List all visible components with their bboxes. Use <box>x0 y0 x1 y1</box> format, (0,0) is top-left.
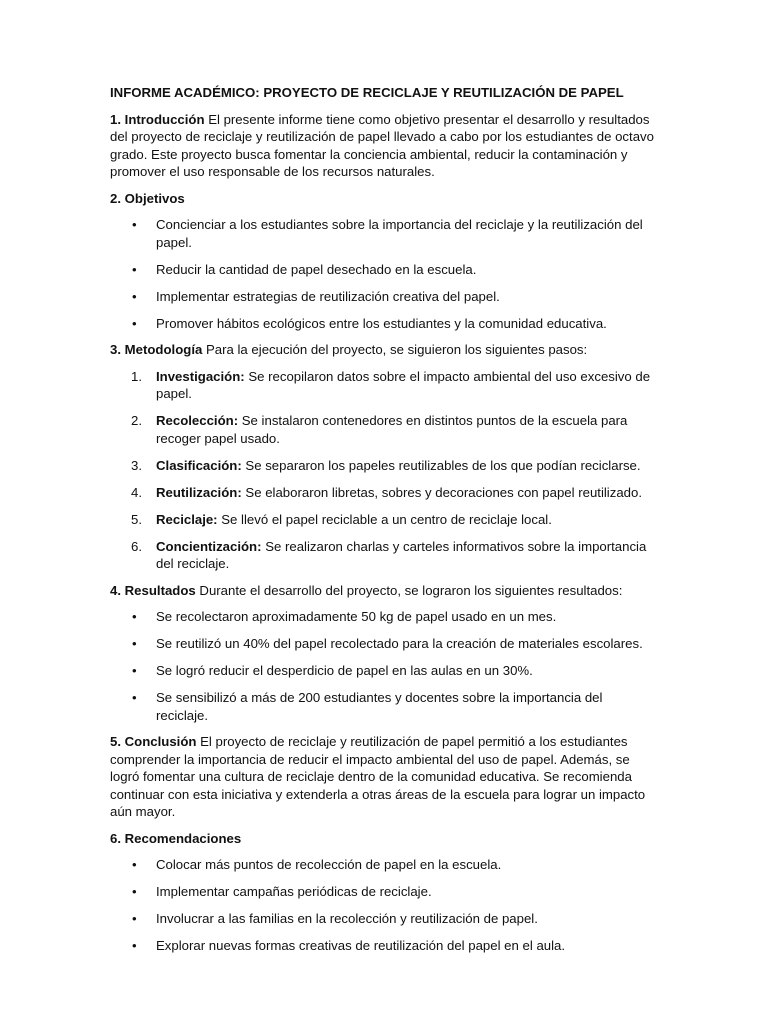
step-number: 6. <box>131 538 142 554</box>
step-text: Se instalaron contenedores en distintos puntos de la escuela para recoger papel usado. <box>156 413 628 446</box>
objectives-heading-line <box>110 190 658 208</box>
step-term: Investigación: <box>156 368 245 384</box>
step-number: 3. <box>131 457 142 473</box>
list-item-text: Se sensibilizó a más de 200 estudiantes y docentes sobre la importancia del reciclaje. <box>156 690 603 723</box>
step-text: Se separaron los papeles reutilizables de los que podían reciclarse. <box>245 457 641 473</box>
list-item-text: Se logró reducir el desperdicio de papel en las aulas en un 30%. <box>156 663 533 678</box>
objectives-heading: 2. Objetivos <box>110 190 185 206</box>
step-number: 5. <box>131 511 142 527</box>
list-item-text: Se recolectaron aproximadamente 50 kg de papel usado en un mes. <box>156 609 557 624</box>
list-item-text: Involucrar a las familias en la recolección y reutilización de papel. <box>156 911 538 926</box>
bullet-marker: • <box>132 690 137 705</box>
list-item <box>110 910 658 928</box>
bullet-marker: • <box>132 938 137 953</box>
list-item-text: Implementar estrategias de reutilización creativa del papel. <box>156 288 500 304</box>
recommendations-heading-line <box>110 830 658 848</box>
methodology-text: Para la ejecución del proyecto, se siguieron los siguientes pasos: <box>205 342 588 357</box>
list-item <box>110 662 658 680</box>
introduction-heading: 1. Introducción <box>110 111 205 127</box>
step-term: Reutilización: <box>156 484 242 500</box>
list-item <box>110 883 658 901</box>
step-text: Se llevó el papel reciclable a un centro de reciclaje local. <box>221 511 552 527</box>
bullet-marker: • <box>132 663 137 678</box>
document-title: INFORME ACADÉMICO: PROYECTO DE RECICLAJE Y REUTILIZACIÓN DE PAPEL <box>110 85 624 100</box>
list-item-text: Concienciar a los estudiantes sobre la importancia del reciclaje y la reutilización del papel. <box>156 217 643 250</box>
results-section <box>110 582 658 600</box>
bullet-marker: • <box>132 609 137 624</box>
introduction-section <box>110 111 658 181</box>
list-item <box>110 484 658 502</box>
step-number: 4. <box>131 484 142 500</box>
list-item <box>110 608 658 626</box>
introduction-text: El presente informe tiene como objetivo presentar el desarrollo y resultados del proyecto de reciclaje y reutilización de papel llevado a cabo por los estudiantes de octavo grado. Este proyecto busca fomentar la conciencia ambiental, reducir la contaminación y promover el uso responsable de los recursos naturales. <box>110 111 654 179</box>
bullet-marker: • <box>132 288 137 304</box>
list-item <box>110 538 658 573</box>
recommendations-list <box>110 856 658 955</box>
methodology-heading: 3. Metodología <box>110 342 203 357</box>
list-item <box>110 261 658 279</box>
step-number: 2. <box>131 413 142 428</box>
list-item-text: Se reutilizó un 40% del papel recolectado para la creación de materiales escolares. <box>156 636 643 651</box>
results-heading: 4. Resultados <box>110 582 196 598</box>
step-term: Reciclaje: <box>156 511 218 527</box>
conclusion-heading: 5. Conclusión <box>110 734 197 749</box>
list-item-text: Promover hábitos ecológicos entre los estudiantes y la comunidad educativa. <box>156 315 607 331</box>
conclusion-section <box>110 733 658 821</box>
bullet-marker: • <box>132 911 137 926</box>
step-term: Concientización: <box>156 538 262 554</box>
list-item <box>110 635 658 653</box>
list-item <box>110 689 658 724</box>
list-item <box>110 368 658 403</box>
list-item <box>110 288 658 306</box>
step-term: Recolección: <box>156 413 239 428</box>
objectives-list <box>110 216 658 332</box>
list-item-text: Colocar más puntos de recolección de papel en la escuela. <box>156 857 502 872</box>
results-text: Durante el desarrollo del proyecto, se lograron los siguientes resultados: <box>199 582 623 598</box>
list-item <box>110 856 658 874</box>
conclusion-text: El proyecto de reciclaje y reutilización de papel permitió a los estudiantes comprender la importancia de reducir el impacto ambiental del uso de papel. Además, se logró fomentar una cultura de reciclaje dentro de la comunidad educativa. Se recomienda continuar con esta iniciativa y extenderla a otras áreas de la escuela para lograr un impacto aún mayor. <box>110 734 646 819</box>
list-item-text: Explorar nuevas formas creativas de reutilización del papel en el aula. <box>156 938 566 953</box>
step-text: Se recopilaron datos sobre el impacto ambiental del uso excesivo de papel. <box>156 368 651 401</box>
list-item <box>110 216 658 251</box>
list-item-text: Reducir la cantidad de papel desechado en la escuela. <box>156 261 477 277</box>
results-list <box>110 608 658 724</box>
list-item <box>110 457 658 475</box>
methodology-section <box>110 341 658 359</box>
list-item <box>110 315 658 333</box>
bullet-marker: • <box>132 884 137 899</box>
methodology-steps <box>110 368 658 573</box>
list-item-text: Implementar campañas periódicas de reciclaje. <box>156 884 432 899</box>
bullet-marker: • <box>132 857 137 872</box>
step-text: Se elaboraron libretas, sobres y decoraciones con papel reutilizado. <box>245 484 642 500</box>
bullet-marker: • <box>132 636 137 651</box>
bullet-marker: • <box>132 315 137 331</box>
list-item <box>110 937 658 955</box>
list-item <box>110 511 658 529</box>
bullet-marker: • <box>132 261 137 277</box>
step-text: Se realizaron charlas y carteles informativos sobre la importancia del reciclaje. <box>156 538 647 571</box>
bullet-marker: • <box>132 217 137 232</box>
list-item <box>110 412 658 447</box>
step-term: Clasificación: <box>156 457 242 473</box>
recommendations-heading: 6. Recomendaciones <box>110 830 242 846</box>
step-number: 1. <box>131 368 142 384</box>
